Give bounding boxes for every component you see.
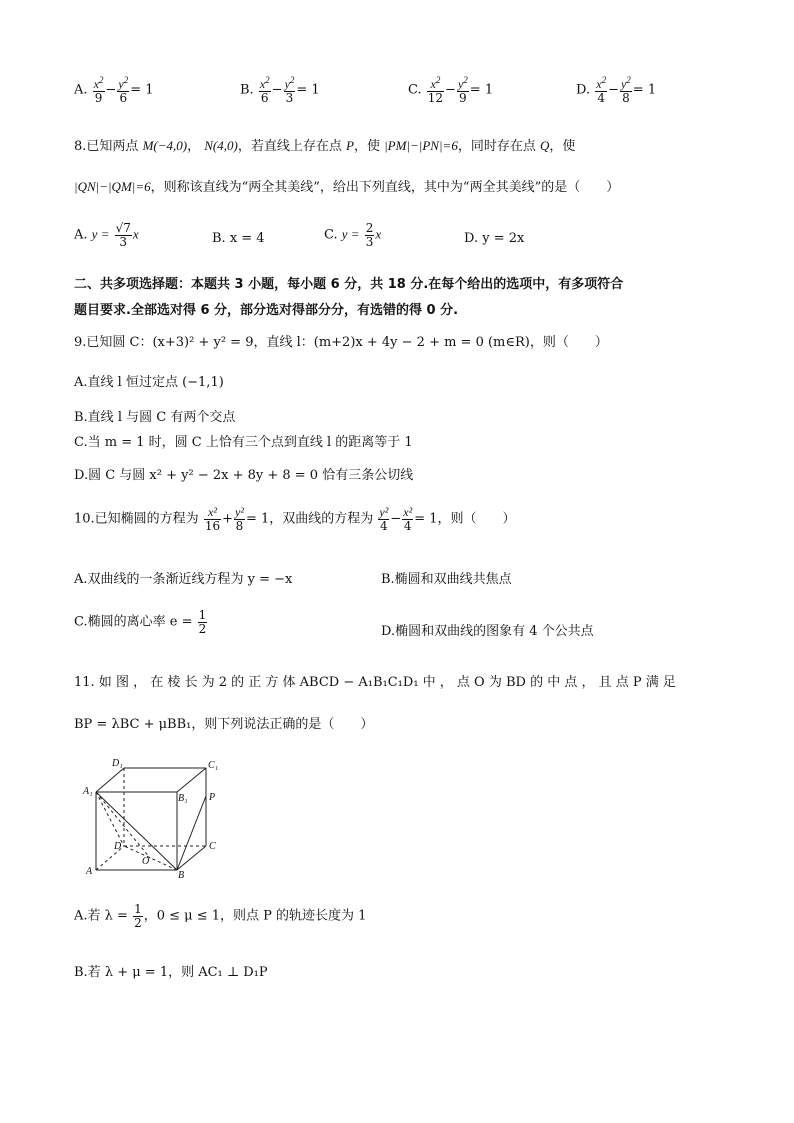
q8-option-c[interactable]: C. y = $\frac{2}{3}$ x [324, 221, 382, 249]
q10-option-b[interactable]: B.椭圆和双曲线共焦点 [381, 572, 512, 587]
label-b1: B₁ [178, 793, 188, 804]
q7-option-d[interactable]: D. $\frac{x^2}{4}$ − $\frac{y^2}{8}$ = 1 [576, 75, 657, 105]
q8-stem-line2: |QN|−|QM|=6，则称该直线为“两全其美线”，给出下列直线，其中为“两全其美线”的是（ ） [74, 179, 620, 195]
segment-a1-b [96, 792, 177, 870]
q8-option-b[interactable]: B. x = 4 [212, 231, 265, 246]
q9-option-b[interactable]: B.直线 l 与圆 C 有两个交点 [74, 410, 236, 425]
q9-option-c[interactable]: C.当 m = 1 时，圆 C 上恰有三个点到直线 l 的距离等于 1 [74, 435, 413, 450]
edge-a1-d1 [96, 768, 124, 792]
q7-option-a[interactable]: A. $\frac{x^2}{9}$ − $\frac{y^2}{6}$ = 1 [74, 75, 154, 105]
q11-stem-line2: BP = λBC + μBB₁，则下列说法正确的是（ ） [74, 717, 374, 732]
q7-a-frac-y: $\frac{y^2}{6}$ [118, 75, 129, 105]
q9-stem: 9.已知圆 C：(x+3)² + y² = 9，直线 l：(m+2)x + 4y − 2 + m = 0 (m∈R)，则（ ） [74, 335, 608, 350]
q10-option-c[interactable]: C.椭圆的离心率 e = $\frac{1}{2}$ [74, 608, 207, 636]
edge-b1-c1 [177, 768, 206, 792]
q10-ellipse-frac-y: $\frac{\text{y²}}{8}$ [235, 505, 244, 533]
q7-option-b-label: B. [240, 82, 254, 98]
q8-option-d[interactable]: D. y = 2x [464, 231, 525, 246]
q10-ellipse-frac-x: $\frac{\text{x²}}{16}$ [204, 505, 221, 533]
q9-option-a[interactable]: A.直线 l 恒过定点 (−1,1) [74, 375, 224, 390]
q7-option-b[interactable]: B. $\frac{x^2}{6}$ − $\frac{y^2}{3}$ = 1 [240, 75, 320, 105]
q7-a-frac-x: $\frac{x^2}{9}$ [93, 75, 104, 105]
q7-d-frac-x: $\frac{x^2}{4}$ [596, 75, 607, 105]
q8-c-fraction: $\frac{2}{3}$ [365, 221, 374, 249]
cube-figure [82, 756, 232, 884]
q7-option-a-label: A. [74, 82, 88, 98]
q10-option-a[interactable]: A.双曲线的一条渐近线方程为 y = −x [74, 572, 293, 587]
label-a1: A₁ [83, 786, 93, 797]
q10-hyperbola-frac-y: $\frac{\text{y²}}{4}$ [379, 505, 389, 533]
q10-hyperbola-frac-x: $\frac{\text{x²}}{4}$ [403, 505, 413, 533]
section2-heading-line2: 题目要求.全部选对得 6 分，部分选对得部分分，有选错的得 0 分. [74, 303, 459, 318]
segment-b-p [177, 796, 206, 870]
label-d1: D₁ [112, 758, 123, 769]
segment-a1-d [96, 792, 124, 846]
q9-option-d[interactable]: D.圆 C 与圆 x² + y² − 2x + 8y + 8 = 0 恰有三条公切线 [74, 468, 414, 483]
q11-stem-line1: 11. 如 图 ， 在 棱 长 为 2 的 正 方 体 ABCD − A₁B₁C₁D₁ 中 ， 点 O 为 BD 的 中 点 ， 且 点 P 满 足 [74, 675, 676, 690]
q11-option-b[interactable]: B.若 λ + μ = 1，则 AC₁ ⊥ D₁P [74, 965, 268, 980]
label-a: A [86, 866, 93, 877]
label-p: P [209, 792, 216, 803]
segment-b-d [124, 846, 177, 870]
label-c1: C₁ [208, 760, 219, 771]
q7-b-frac-y: $\frac{y^2}{3}$ [284, 75, 295, 105]
q7-d-frac-y: $\frac{y^2}{8}$ [620, 75, 631, 105]
q10-option-d[interactable]: D.椭圆和双曲线的图象有 4 个公共点 [381, 624, 594, 639]
q11-option-a[interactable]: A.若 λ = $\frac{1}{2}$ ，0 ≤ μ ≤ 1，则点 P 的轨迹长度为 1 [74, 902, 367, 930]
section2-heading-line1: 二、共多项选择题：本题共 3 小题，每小题 6 分，共 18 分.在每个给出的选项中，有多项符合 [74, 277, 624, 292]
segment-a1-o [96, 792, 150, 858]
q7-option-d-label: D. [576, 82, 591, 98]
q8-a-fraction: $\frac{√7}{3}$ [115, 221, 131, 249]
q10-stem: 10.已知椭圆的方程为 $\frac{\text{x²}}{16}$ + $\frac{\text{y²}}{8}$ = 1，双曲线的方程为 $\frac{\text{y²}}{4}$ − $\frac{\text{x²}}{4}$ = 1，则（ ） [74, 505, 516, 533]
q8-option-a[interactable]: A. y = $\frac{√7}{3}$ x [74, 221, 139, 249]
q7-b-frac-x: $\frac{x^2}{6}$ [259, 75, 270, 105]
label-d: D [114, 841, 122, 852]
q7-c-frac-y: $\frac{y^2}{9}$ [457, 75, 468, 105]
label-o: O [142, 856, 150, 867]
q11-a-fraction: $\frac{1}{2}$ [134, 902, 142, 930]
label-c: C [209, 841, 216, 852]
q10-c-fraction: $\frac{1}{2}$ [198, 608, 207, 636]
q8-stem-line1: 8.已知两点 M(−4,0)， N(4,0)，若直线上存在点 P，使 |PM|−|PN|=6，同时存在点 Q，使 [74, 138, 576, 154]
q7-c-frac-x: $\frac{x^2}{12}$ [427, 75, 444, 105]
q7-option-c-label: C. [408, 82, 422, 98]
label-b: B [178, 870, 185, 881]
q7-option-c[interactable]: C. $\frac{x^2}{12}$ − $\frac{y^2}{9}$ = 1 [408, 75, 494, 105]
